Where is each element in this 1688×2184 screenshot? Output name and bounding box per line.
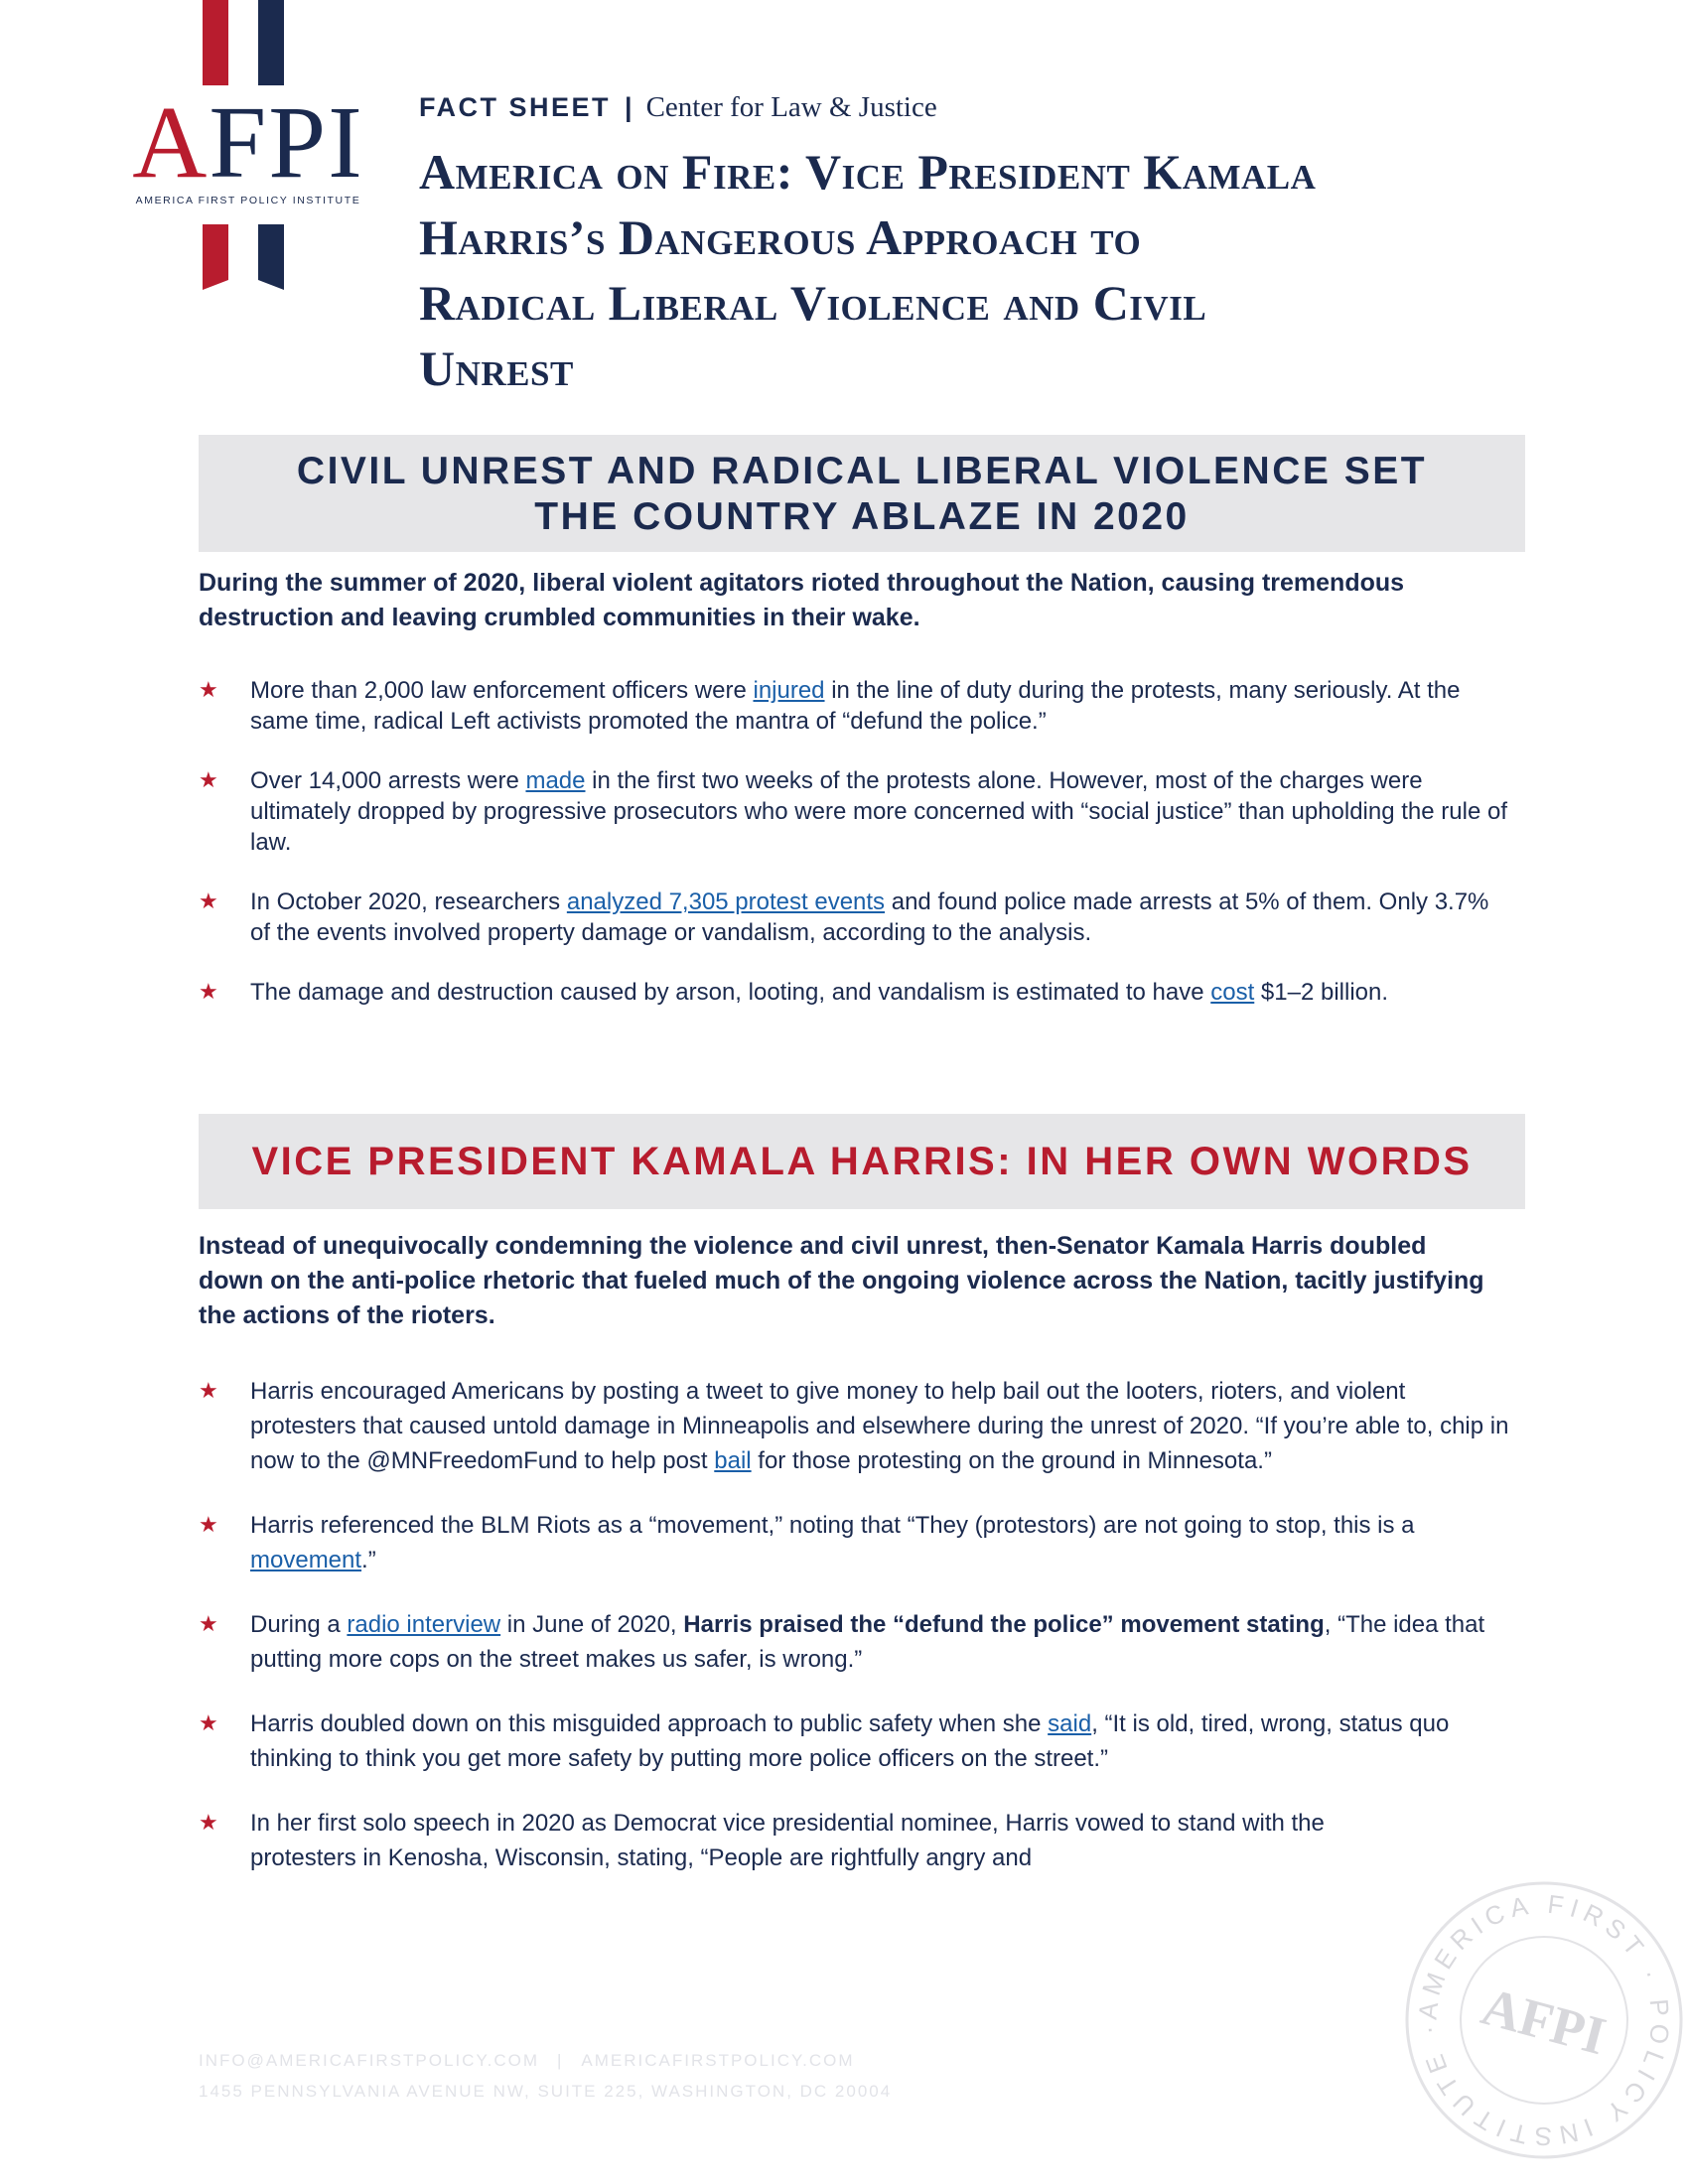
bullet-text: Over 14,000 arrests were bbox=[250, 767, 526, 794]
bullet-text: In her first solo speech in 2020 as Democrat vice presidential nominee, Harris vowed to stand with the protesters in Kenosha, Wisconsin, stating, “People are rightfully angry and bbox=[250, 1810, 1325, 1871]
page-title bbox=[419, 139, 1531, 401]
list-item bbox=[199, 977, 1509, 1008]
star-icon: ★ bbox=[199, 1611, 218, 1636]
bullet-text: The damage and destruction caused by arson, looting, and vandalism is estimated to have bbox=[250, 979, 1211, 1006]
banner-line: CIVIL UNREST AND RADICAL LIBERAL VIOLENCE SET bbox=[296, 450, 1428, 492]
bullet-list bbox=[199, 1374, 1509, 1905]
star-icon: ★ bbox=[199, 1512, 218, 1537]
seal-center-text: AFPI bbox=[1476, 1976, 1613, 2067]
list-item bbox=[199, 675, 1509, 737]
analyzed-events-link[interactable]: analyzed 7,305 protest events bbox=[566, 888, 886, 915]
cost-link[interactable]: cost bbox=[1210, 979, 1255, 1006]
section-banner-civil-unrest bbox=[199, 435, 1525, 552]
bullet-text: , “It is old, tired, wrong, status quo thinking to think you get more safety by putting more police officers on the street.” bbox=[250, 1710, 1450, 1772]
footer-separator: | bbox=[556, 2051, 564, 2070]
bullet-text: More than 2,000 law enforcement officers were bbox=[250, 677, 754, 704]
banner-line: THE COUNTRY ABLAZE IN 2020 bbox=[534, 495, 1190, 538]
bullet-text: in the first two weeks of the protests alone. However, most of the charges were ultimately dropped by progressive prosecutors who were more concerned with “social justice” than upholding the rule of law. bbox=[250, 767, 1507, 856]
bullet-text: , “The idea that putting more cops on the street makes us safer, is wrong.” bbox=[250, 1611, 1485, 1673]
bullet-text: Harris doubled down on this misguided approach to public safety when she bbox=[250, 1710, 1049, 1737]
bullet-text: and found police made arrests at 5% of them. Only 3.7% of the events involved property damage or vandalism, according to the analysis. bbox=[250, 888, 1489, 946]
logo-stripe-bottom bbox=[203, 224, 292, 294]
kicker-separator: | bbox=[625, 92, 633, 122]
bullet-text: .” bbox=[361, 1547, 376, 1573]
logo-stripe-top-red bbox=[203, 0, 228, 85]
list-item bbox=[199, 1508, 1509, 1577]
star-icon: ★ bbox=[199, 677, 218, 702]
star-icon: ★ bbox=[199, 888, 218, 913]
page-footer bbox=[199, 2045, 892, 2107]
movement-link[interactable]: movement bbox=[250, 1547, 362, 1573]
section-banner-in-her-own-words: VICE PRESIDENT KAMALA HARRIS: IN HER OWN WORDS bbox=[199, 1114, 1525, 1209]
footer-address: 1455 PENNSYLVANIA AVENUE NW, SUITE 225, WASHINGTON, DC 20004 bbox=[199, 2082, 893, 2101]
star-icon: ★ bbox=[199, 1378, 218, 1403]
list-item bbox=[199, 1607, 1509, 1677]
list-item bbox=[199, 765, 1509, 858]
star-icon: ★ bbox=[199, 767, 218, 792]
title-line: America on Fire: Vice President Kamala bbox=[419, 144, 1317, 200]
afpi-seal-watermark bbox=[1400, 1876, 1688, 2164]
title-line: Unrest bbox=[419, 341, 574, 396]
bullet-text: In October 2020, researchers bbox=[250, 888, 567, 915]
bullet-emphasis: Harris praised the “defund the police” movement stating bbox=[683, 1611, 1325, 1638]
injured-link[interactable]: injured bbox=[753, 677, 825, 704]
list-item bbox=[199, 1806, 1382, 1875]
made-link[interactable]: made bbox=[525, 767, 586, 794]
star-icon: ★ bbox=[199, 1710, 218, 1735]
bail-link[interactable]: bail bbox=[714, 1447, 752, 1474]
bullet-text: Harris referenced the BLM Riots as a “movement,” noting that “They (protestors) are not going to stop, this is a bbox=[250, 1512, 1415, 1539]
list-item bbox=[199, 1706, 1509, 1776]
document-kicker bbox=[419, 91, 937, 124]
logo-stripe-top-navy bbox=[258, 0, 284, 85]
list-item bbox=[199, 887, 1509, 948]
seal-ring-text: AMERICA FIRST · POLICY INSTITUTE · bbox=[1412, 1888, 1676, 2152]
bullet-text: $1–2 billion. bbox=[1254, 979, 1389, 1006]
center-label: Center for Law & Justice bbox=[645, 91, 937, 123]
fact-sheet-label: FACT SHEET bbox=[419, 92, 612, 122]
said-link[interactable]: said bbox=[1048, 1710, 1092, 1737]
section-lead: During the summer of 2020, liberal violent agitators rioted throughout the Nation, causing tremendous destruction and leaving crumbled communities in their wake. bbox=[199, 569, 1405, 631]
star-icon: ★ bbox=[199, 979, 218, 1004]
star-icon: ★ bbox=[199, 1810, 218, 1835]
title-line: Radical Liberal Violence and Civil bbox=[419, 275, 1207, 331]
bullet-text: During a bbox=[250, 1611, 348, 1638]
list-item bbox=[199, 1374, 1509, 1478]
bullet-text: in the line of duty during the protests, many seriously. At the same time, radical Left activists promoted the mantra of “defund the police.” bbox=[250, 677, 1461, 735]
logo-wordmark: AFPI bbox=[132, 85, 364, 200]
afpi-logo bbox=[119, 0, 377, 298]
radio-interview-link[interactable]: radio interview bbox=[347, 1611, 501, 1638]
footer-website[interactable]: AMERICAFIRSTPOLICY.COM bbox=[581, 2051, 855, 2070]
bullet-list bbox=[199, 675, 1509, 1036]
logo-subtitle: AMERICA FIRST POLICY INSTITUTE bbox=[135, 195, 361, 206]
title-line: Harris’s Dangerous Approach to bbox=[419, 209, 1142, 265]
bullet-text: in June of 2020, bbox=[500, 1611, 684, 1638]
bullet-text: for those protesting on the ground in Minnesota.” bbox=[751, 1447, 1272, 1474]
section-lead: Instead of unequivocally condemning the violence and civil unrest, then-Senator Kamala Harris doubled down on the anti-police rhetoric that fueled much of the ongoing violence across the Nation, tacitly justifying the actions of the rioters. bbox=[199, 1232, 1484, 1329]
footer-email[interactable]: INFO@AMERICAFIRSTPOLICY.COM bbox=[199, 2051, 539, 2070]
bullet-text: Harris encouraged Americans by posting a tweet to give money to help bail out the looters, rioters, and violent protesters that caused untold damage in Minneapolis and elsewhere during the unrest of 2020. “If you’re able to, chip in now to the @MNFreedomFund to help post bbox=[250, 1378, 1509, 1474]
